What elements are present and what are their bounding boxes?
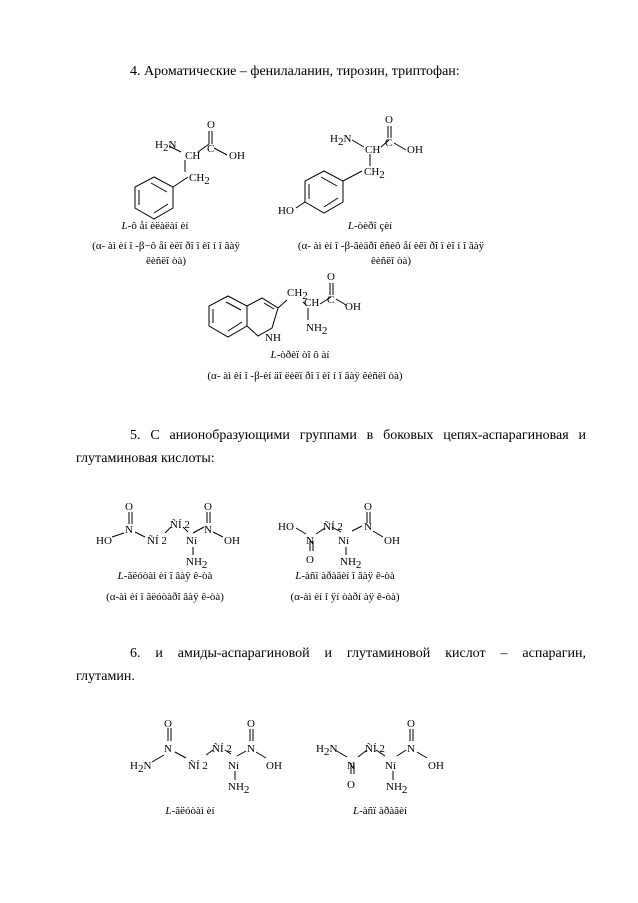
tyr-name: L-òèðî çèí [347,220,393,232]
asn-h2n: H2N [316,743,338,758]
aspartic-acid-structure [278,501,400,571]
gln-n2: N [247,743,255,755]
asp-n2: N [364,521,372,533]
section-5-heading-line1: 5. С анионобразующими группами в боковых цепях-аспарагиновая и [130,428,586,443]
gln-ch2b: ÑÍ 2 [212,743,232,755]
asp-desc: (α-àì èí î ÿí òàðí àÿ ê-òà) [290,591,400,603]
asparagine-structure [316,718,444,796]
tyr-ch: CH [365,144,381,156]
phe-ch: CH [185,150,201,162]
tyr-ho: HO [278,205,294,217]
asn-o1: O [347,779,355,791]
trp-desc: (α- àì èí î -β-èí äî ëèëï ðî ï èî í î âàÿ êèñëî òà) [207,370,403,382]
section-6-heading-line2: глутамин. [76,669,135,684]
tryptophan-structure [209,271,361,344]
glu-name: L-ãëóòàì èí î âàÿ ê-òà [117,570,213,582]
glutamine-structure [130,718,282,796]
asp-o1: O [306,554,314,566]
gln-h2n: H2N [130,760,152,775]
asn-nh2: NH2 [386,781,408,796]
asn-n1: N [347,760,355,772]
phe-name: L-ô åí èëàëàí èí [121,220,189,232]
glu-nh2: NH2 [186,556,208,571]
gln-nh2: NH2 [228,781,250,796]
asp-o2: O [364,501,372,513]
asp-nh2: NH2 [340,556,362,571]
glu-ch2b: ÑÍ 2 [170,519,190,531]
tyrosine-structure [278,114,423,217]
trp-oh: OH [345,301,361,313]
trp-pyrrole-ring [247,298,278,336]
tyr-o: O [385,114,393,126]
glu-o2: O [204,501,212,513]
gln-name: L-ãëóòàì èí [165,805,215,817]
gln-oh: OH [266,760,282,772]
tyr-desc-line2: êèñëî òà) [371,255,411,267]
asn-nh: Ní [385,760,396,772]
asn-o2: O [407,718,415,730]
asn-oh: OH [428,760,444,772]
glu-ch2a: ÑÍ 2 [147,535,167,547]
gln-o1: O [164,718,172,730]
tyr-c: C [385,137,393,149]
asn-ch2a: ÑÍ 2 [365,743,385,755]
asp-oh: OH [384,535,400,547]
glu-o1: O [125,501,133,513]
gln-n1: N [164,743,172,755]
trp-ch: CH [304,297,320,309]
asn-n2: N [407,743,415,755]
gln-o2: O [247,718,255,730]
asp-ho: HO [278,521,294,533]
glu-nh: Ní [186,535,197,547]
phe-o: O [207,119,215,131]
trp-c: C [327,294,335,306]
gln-nh: Ní [228,760,239,772]
tyr-desc-line1: (α- àì èí î -β-ãèäðî êñèô åí èëï ðî ï èî í î âàÿ [297,240,485,252]
phe-c: C [207,143,215,155]
glu-n1: N [125,524,133,536]
phe-ch2: CH2 [189,172,210,187]
asp-name: L-àñï àðàãèí î âàÿ ê-òà [295,570,395,582]
glu-ho: HO [96,535,112,547]
tyr-h2n: H2N [330,133,352,148]
section-4-heading: 4. Ароматические – фенилаланин, тирозин, триптофан: [130,64,460,79]
phe-oh: OH [229,150,245,162]
tyr-oh: OH [407,144,423,156]
asp-ch2a: ÑÍ 2 [323,521,343,533]
gln-ch2a: ÑÍ 2 [188,760,208,772]
phe-h2n: H2N [155,139,177,154]
tyr-ch2: CH2 [364,166,385,181]
glu-oh: OH [224,535,240,547]
phenylalanine-structure [135,119,245,219]
asp-nh: Ní [338,535,349,547]
trp-ch2: CH2 [287,287,308,302]
trp-name: L-òðèï òî ô àí [270,349,330,361]
glu-n2: N [204,524,212,536]
glutamic-acid-structure [96,501,240,571]
section-5-heading-line2: глутаминовая кислоты: [76,451,215,466]
trp-nh2: NH2 [306,322,328,337]
trp-o: O [327,271,335,283]
section-6-heading-line1: 6. и амиды-аспарагиновой и глутаминовой кислот – аспарагин, [130,646,586,661]
glu-desc: (α-àì èí î ãëóòàðî âàÿ ê-òà) [106,591,224,603]
trp-nh: NH [265,332,281,344]
phe-desc-line2: êèñëî òà) [146,255,186,267]
phe-desc-line1: (α- àì èí î -β−ô åí èëï ðî ï èî í î âàÿ [92,240,240,252]
asp-n1: N [306,535,314,547]
asn-name: L-àñï àðàãèí [352,805,408,817]
